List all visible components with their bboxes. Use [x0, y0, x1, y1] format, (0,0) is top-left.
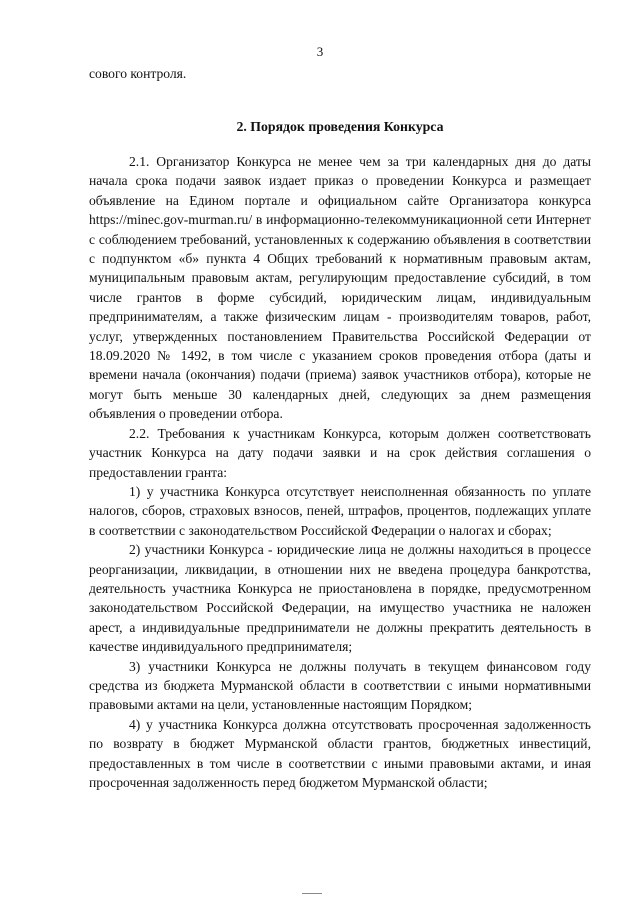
page-number: 3	[316, 44, 324, 59]
paragraph-2-2: 2.2. Требования к участникам Конкурса, которым должен соответствовать участник Конкурса на дату подачи заявки и на срок действия соглашения о предоставлении гранта:	[89, 425, 591, 480]
list-item-4: 4) у участника Конкурса должна отсутствовать просроченная задолженность по возврату в бюджет Мурманской области грантов, бюджетных инвестиций, предоставленных в том числе в соответствии с иными правовыми актами, и иная просроченная задолженность перед бюджетом Мурманской области;	[89, 716, 591, 790]
continuation-text: сового контроля.	[89, 66, 187, 81]
paragraph-2-1: 2.1. Организатор Конкурса не менее чем за три календарных дня до даты начала срока подачи заявок издает приказ о проведении Конкурса и размещает объявление на Едином портале и официальном сайте Организатора конкурса https://minec.gov-murman.ru/ в информационно-телекоммуникационной сети Интернет с соблюдением требований, установленных к содержанию объявления в соответствии с подпунктом «б» пункта 4 Общих требований к нормативным правовым актам, муниципальным правовым актам, регулирующим предоставление субсидий, в том числе грантов в форме субсидий, юридическим лицам, индивидуальным предпринимателям, а также физическим лицам - производителям товаров, работ, услуг, утвержденных постановлением Правительства Российской Федерации от 18.09.2020 № 1492, в том числе с указанием сроков проведения отбора (даты и времени начала (окончания) подачи (приема) заявок участников отбора), которые не могут быть меньше 30 календарных дней, следующих за днем размещения объявления о проведении отбора.	[89, 154, 591, 422]
list-item-1: 1) у участника Конкурса отсутствует неисполненная обязанность по уплате налогов, сборов, страховых взносов, пеней, штрафов, процентов, подлежащих уплате в соответствии с законодательством Российской Федерации о налогах и сборах;	[89, 483, 591, 538]
section-title: 2. Порядок проведения Конкурса	[236, 119, 444, 134]
scan-mark	[302, 893, 322, 894]
list-item-2: 2) участники Конкурса - юридические лица не должны находиться в процессе реорганизации, ликвидации, в отношении них не введена процедура банкротства, деятельность участника Конкурса не приостановлена в порядке, предусмотренном законодательством Российской Федерации, на имуществo участника не наложен арест, а индивидуальные предприниматели не должны прекратить деятельность в качестве индивидуального предпринимателя;	[89, 542, 591, 655]
list-item-3: 3) участники Конкурса не должны получать в текущем финансовом году средства из бюджета Мурманской области в соответствии с иными нормативными правовыми актами на цели, установленные настоящим Порядком;	[89, 658, 591, 713]
section-body	[89, 152, 591, 792]
